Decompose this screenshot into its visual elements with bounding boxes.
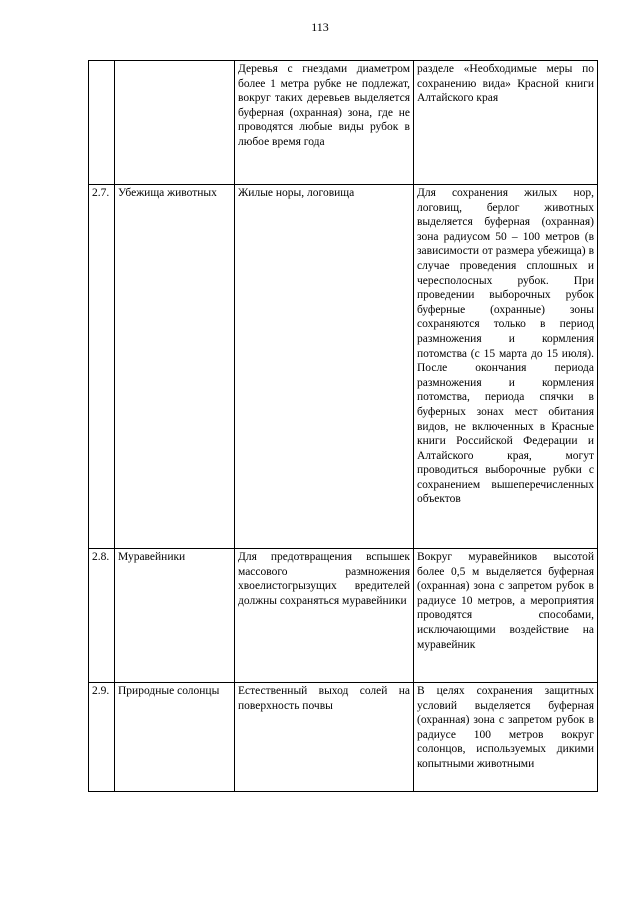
object-cell: Убежища животных [115, 185, 235, 549]
requirement-cell: В целях сохранения защитных условий выделяется буферная (охранная) зона с запретом рубок в радиусе 100 метров вокруг солонцов, используемых дикими копытными животными [414, 683, 598, 792]
table-row [89, 61, 598, 185]
table-row [89, 549, 598, 683]
table-row [89, 185, 598, 549]
object-cell: Природные солонцы [115, 683, 235, 792]
feature-cell: Для предотвращения вспышек массового размножения хвоелистогрызущих вредителей должны сохраняться муравейники [235, 549, 414, 683]
page-number: 113 [311, 20, 329, 34]
requirement-cell: Для сохранения жилых нор, логовищ, берлог животных выделяется буферная (охранная) зона радиусом 50 – 100 метров (в зависимости от размера убежища) в случае проведения сплошных и чересполосных рубок. При проведении выборочных рубок буферные (охранные) зоны сохраняются только в период размножения и кормления потомства (с 15 марта до 15 июля). После окончания периода размножения и кормления потомства, периода спячки в буферных зонах мест обитания видов, не включенных в Красные книги Российской Федерации и Алтайского края, могут проводиться выборочные рубки с сохранением вышеперечисленных объектов [414, 185, 598, 549]
object-cell: Муравейники [115, 549, 235, 683]
row-number: 2.7. [89, 185, 115, 549]
row-number [89, 61, 115, 185]
table-row [89, 683, 598, 792]
object-cell [115, 61, 235, 185]
document-table [88, 60, 598, 792]
requirement-cell: разделе «Необходимые меры по сохранению вида» Красной книги Алтайского края [414, 61, 598, 185]
feature-cell: Жилые норы, логовища [235, 185, 414, 549]
feature-cell: Деревья с гнездами диаметром более 1 метра рубке не подлежат, вокруг таких деревьев выделяется буферная (охранная) зона, где не проводятся любые виды рубок в любое время года [235, 61, 414, 185]
requirement-cell: Вокруг муравейников высотой более 0,5 м выделяется буферная (охранная) зона с запретом рубок в радиусе 10 метров, а мероприятия проводятся способами, исключающими воздействие на муравейник [414, 549, 598, 683]
row-number: 2.8. [89, 549, 115, 683]
row-number: 2.9. [89, 683, 115, 792]
feature-cell: Естественный выход солей на поверхность почвы [235, 683, 414, 792]
